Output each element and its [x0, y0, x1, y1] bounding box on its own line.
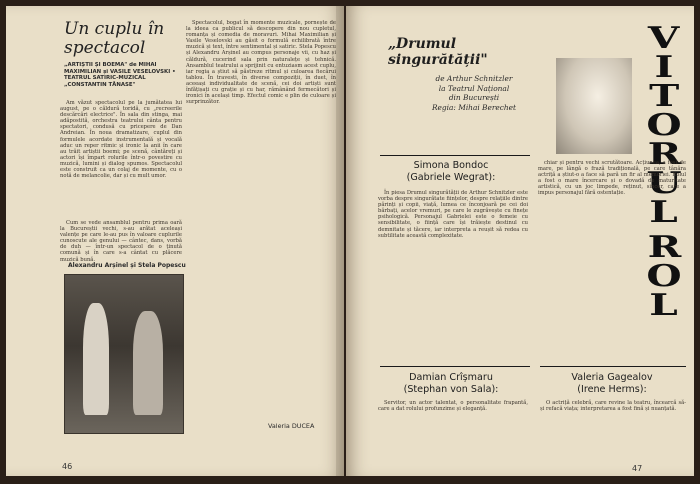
vertical-headline: V I T O R U L R O L	[646, 21, 682, 323]
left-column-text-top: Am văzut spectacolul pe la jumătatea lui august, pe o căldură toridă, cu „recreerile descărcări electrice". În sala din stinga, mai adăpostită, orchestra teatrului cânta pentru spectatori, condusă cu pricepere de Dan Andreian. În noua dramatizare, cuplul din formulele acordate instrumentală și vocală aduc un reper ritmic și ironic la anii în care au trăit artiștii boemi; pe scenă, cântăreți și actori își împart rolurile într-o povestire cu muzică, lumini și dialog spumos. Spectacolul este construit ca un colaj de momente, cu o notă de melancolie, dar și cu mult umor.	[60, 100, 182, 180]
stage-photo	[64, 274, 184, 434]
play-credits: de Arthur Schnitzler la Teatrul Național din București Regia: Mihai Berechet	[431, 74, 517, 112]
actor-heading-3: Valeria Gagealov (Irene Herms):	[571, 372, 653, 395]
page-number-right: 47	[632, 464, 643, 473]
actor-heading-1: Simona Bondoc (Gabriele Wegrat):	[406, 160, 496, 183]
actress-portrait	[556, 58, 632, 154]
divider-line	[380, 366, 530, 367]
page-number-left: 46	[62, 462, 73, 471]
divider-line	[540, 366, 686, 367]
actor-2-text: Servitor, un actor talentat, o personalitate frapantă, care a dat rolului profunzime și eleganță.	[378, 400, 528, 413]
right-column-text: Spectacolul, bogat în momente muzicale, pornește de la ideea ca publicul să descopere din nou cupletul, romanța și comedia de moravuri. Mihai Maximilian și Vasile Veselovski au găsit o formulă echilibrată între muzică și text, între sentimental și satiric. Stela Popescu și Alexandru Arșinel au compus personaje vii, cu haz și căldură, cucerind sala prin naturalețe și tehnică. Ansamblul teatrului a sprijinit cu entuziasm acest cuplu, iar regia a știut să păstreze ritmul și culoarea fiecărui tablou. În travesti, în diverse compoziții, în duet, în aceeași individualitate de scenă, cei doi artiști sunt înfățișați cu grație și cu har, rămânând fermecători și ironici în același timp. Efectul comic e plin de culoare și surprinzător.	[186, 20, 336, 106]
article-subhead: „ARTIȘTII ȘI BOEMA" de MIHAI MAXIMILIAN și VASILE VESELOVSKI • TEATRUL SATIRIC-MUZICAL „CONSTANTIN TĂNASE"	[64, 62, 176, 88]
actor-1-text: În piesa Drumul singurătății de Arthur Schnitzler este vorba despre singurătate ființelor, despre relațiile dintre părinți și copii, viață, lumea ce înconjoară pe cei doi bărbați, acelor vremuri, pe care le zugrăvește cu finețe psihologică. Personajul Gabrielei este o femeie cu sensibilitate, o ființă care își trăiește destinul cu demnitate și tăcere, iar interpreta a reușit să redea cu subtilitate această complexitate.	[378, 190, 528, 239]
actor-3-text: O actriță celebră, care revine la teatru, încearcă să-și refacă viața; interpretarea a fost fină și nuanțată.	[540, 400, 686, 413]
actor-heading-2: Damian Crîșmaru (Stephan von Sala):	[403, 372, 499, 395]
author-signature: Valeria DUCEA	[268, 422, 315, 430]
left-column-text-bottom: Cum se vede ansamblul pentru prima oară la Bucureștii vechi, s-au arătat aceleași valențe pe care le-au pus în valoare cuplurile cunoscute ale genului — cântec, dans, vorbă de duh — într-un spectacol de o ținută comună și în care s-a cântat cu plăcere muzică bună.	[60, 220, 182, 263]
review-title: „Drumul singurătății"	[388, 36, 488, 68]
article-title: Un cuplu în spectacol	[64, 19, 165, 58]
left-page	[6, 6, 344, 476]
photo-caption: Alexandru Arșinel și Stela Popescu	[68, 262, 186, 269]
divider-line	[380, 155, 530, 156]
middle-column-text: chiar și pentru vechi scrutătoare. Acțiunea, a fost de mare, pe lângă o frază tradițională, pe care tânăra actriță a știut-o a face să pară un fir al memoriei. Rolul a fost o mare încercare și o dovadă de maturitate artistică, cu un joc limpede, reținut, sincer, care a impus personajul fără ostentație.	[538, 160, 686, 197]
